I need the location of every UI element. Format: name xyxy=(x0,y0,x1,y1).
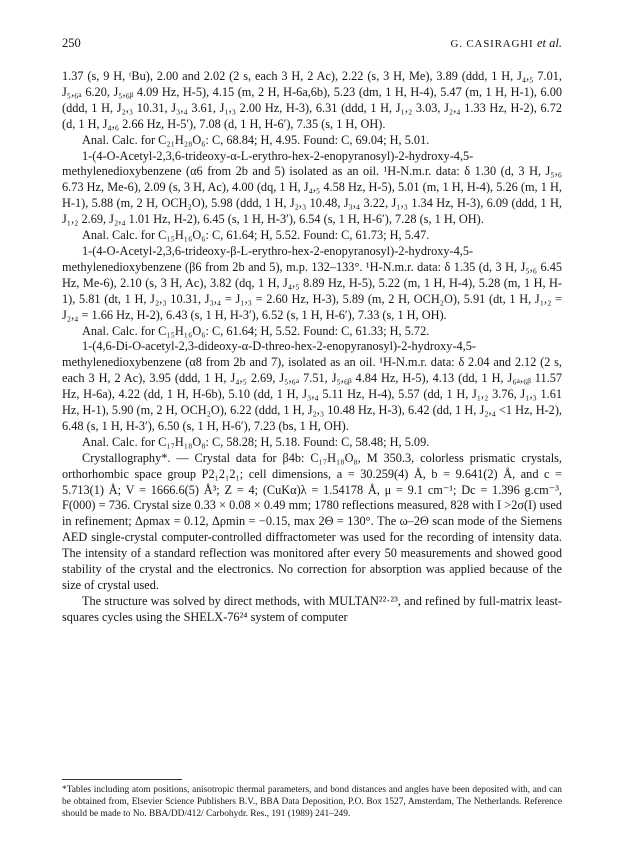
elemental-analysis: Anal. Calc. for C₁₅H₁₆O₆: C, 61.64; H, 5.52. Found: C, 61.33; H, 5.72. xyxy=(82,323,430,338)
compound-alpha8-description: 1-(4,6-Di-O-acetyl-2,3-dideoxy-α-D-threo-hex-2-enopyranosyl)-2-hydroxy-4,5-methylenedioxybenzene (α8 from 2b and 7), isolated as an oil. ¹H-N.m.r. data: δ 2.04 and 2.12 (2 s, each 3 H, 2 Ac), 3.95 (ddd, 1 H, J₄,₅ 2.69, J₅,₆ₐ 7.51, J₅,₆ᵦ 4.84 Hz, H-5), 4.13 (dd, 1 H, J₆ₐ,₆ᵦ 11.57 Hz, H-6a), 4.22 (dd, 1 H, H-6b), 5.10 (dd, 1 H, J₃,₄ 5.11 Hz, H-4), 5.57 (dd, 1 H, J₁,₂ 3.76, J₁,₃ 1.61 Hz, H-1), 5.90 (m, 2 H, OCH₂O), 6.22 (ddd, 1 H, J₂,₃ 10.48 Hz, H-3), 6.42 (dd, 1 H, J₂,₄ <1 Hz, H-2), 6.48 (s, 1 H, H-3′), 6.50 (s, 1 H, H-6′), 7.23 (bs, 1 H, OH). xyxy=(62,339,562,433)
author-name: G. CASIRAGHI xyxy=(450,38,534,50)
et-al: et al. xyxy=(537,36,562,50)
elemental-analysis: Anal. Calc. for C₂₁H₂₈O₆: C, 68.84; H, 4.95. Found: C, 69.04; H, 5.01. xyxy=(82,132,430,147)
footnote: *Tables including atom positions, anisotropic thermal parameters, and bond distances and angles have been deposited with, and can be obtained from, Elsevier Science Publishers B.V., BBA Data Deposition, P.O. Box 1527, Amsterdam, The Netherlands. Reference should be made to No. BBA/DD/412/ Carbohydr. Res., 191 (1989) 241–249. xyxy=(62,785,562,820)
page-number: 250 xyxy=(62,36,81,50)
elemental-analysis: Anal. Calc. for C₁₇H₁₈O₈: C, 58.28; H, 5.18. Found: C, 58.48; H, 5.09. xyxy=(82,434,430,449)
running-head-authors xyxy=(451,36,563,51)
elemental-analysis: Anal. Calc. for C₁₅H₁₆O₆: C, 61.64; H, 5.52. Found: C, 61.73; H, 5.47. xyxy=(82,228,430,243)
compound-alpha6-description: 1-(4-O-Acetyl-2,3,6-trideoxy-α-L-erythro-hex-2-enopyranosyl)-2-hydroxy-4,5-methylenedioxybenzene (α6 from 2b and 5) isolated as an oil. ¹H-N.m.r. data: δ 1.30 (d, 3 H, J₅,₆ 6.73 Hz, Me-6), 2.09 (s, 3 H, Ac), 4.00 (dq, 1 H, J₄,₅ 4.58 Hz, H-5), 5.01 (m, 1 H, H-4), 5.26 (m, 1 H, H-1), 5.88 (m, 2 H, OCH₂O), 5.98 (ddd, 1 H, J₂,₃ 10.48, J₃,₄ 3.22, J₁,₃ 1.34 Hz, H-3), 6.09 (ddd, 1 H, J₁,₂ 2.69, J₂,₄ 1.01 Hz, H-2), 6.45 (s, 1 H, H-3′), 6.54 (s, 1 H, H-6′), 7.28 (s, 1 H, OH). xyxy=(62,148,562,227)
article-body xyxy=(62,69,562,626)
crystallography-section: Crystallography*. — Crystal data for β4b: C₁₇H₁₈O₈, M 350.3, colorless prismatic crystals, orthorhombic space group P2₁2₁2₁; cell dimensions, a = 30.259(4) Å, b = 9.641(2) Å, and c = 5.713(1) Å; V = 1666.6(5) Å³; Z = 4; (CuKα)λ = 1.54178 Å, μ = 9.1 cm⁻¹; Dc = 1.396 g.cm⁻³, F(000) = 736. Crystal size 0.33 × 0.08 × 0.49 mm; 1780 reflections measured, 828 with I >2σ(I) used in refinement; Δρmax = 0.12, Δρmin = −0.15, max 2Θ = 130°. The ω–2Θ scan mode of the Siemens AED single-crystal computer-controlled diffractometer was used for the recording of intensity data. The intensity of a standard reflection was monitored after every 50 measurements and showed good stability of the crystal and the electronics. No correction for absorption was applied because of the size of crystal used. xyxy=(62,450,562,592)
nmr-data-continued: 1.37 (s, 9 H, ᵗBu), 2.00 and 2.02 (2 s, each 3 H, 2 Ac), 2.22 (s, 3 H, Me), 3.89 (ddd, 1 H, J₄,₅ 7.01, J₅,₆ₐ 6.20, J₅,₆ᵦ 4.09 Hz, H-5), 4.15 (m, 2 H, H-6a,6b), 5.23 (dm, 1 H, H-4), 5.47 (m, 1 H, H-1), 6.00 (ddd, 1 H, J₂,₃ 10.31, J₃,₄ 3.61, J₁,₃ 2.00 Hz, H-3), 6.31 (ddd, 1 H, J₁,₂ 3.03, J₂,₄ 1.33 Hz, H-2), 6.72 (d, 1 H, J₄,₆ 2.66 Hz, H-5′), 7.08 (d, 1 H, H-6′), 7.35 (s, 1 H, OH). xyxy=(62,69,562,131)
running-header xyxy=(62,36,562,54)
compound-beta6-description: 1-(4-O-Acetyl-2,3,6-trideoxy-β-L-erythro-hex-2-enopyranosyl)-2-hydroxy-4,5-methylenedioxybenzene (β6 from 2b and 5), m.p. 132–133°. ¹H-N.m.r. data: δ 1.35 (d, 3 H, J₅,₆ 6.45 Hz, Me-6), 2.10 (s, 3 H, Ac), 3.82 (dq, 1 H, J₄,₅ 8.89 Hz, H-5), 5.22 (m, 1 H, H-4), 5.28 (m, 1 H, H-1), 5.81 (dt, 1 H, J₂,₃ 10.31, J₃,₄ = J₁,₃ = 2.60 Hz, H-3), 5.89 (m, 2 H, OCH₂O), 5.91 (dt, 1 H, J₁,₂ = J₂,₄ = 1.66 Hz, H-2), 6.43 (s, 1 H, H-3′), 6.52 (s, 1 H, H-6′), 7.33 (s, 1 H, OH). xyxy=(62,243,562,322)
footnote-divider xyxy=(62,779,182,780)
structure-solution-paragraph: The structure was solved by direct methods, with MULTAN²²·²³, and refined by full-matrix least-squares cycles using the SHELX-76²⁴ system of computer xyxy=(62,593,562,624)
